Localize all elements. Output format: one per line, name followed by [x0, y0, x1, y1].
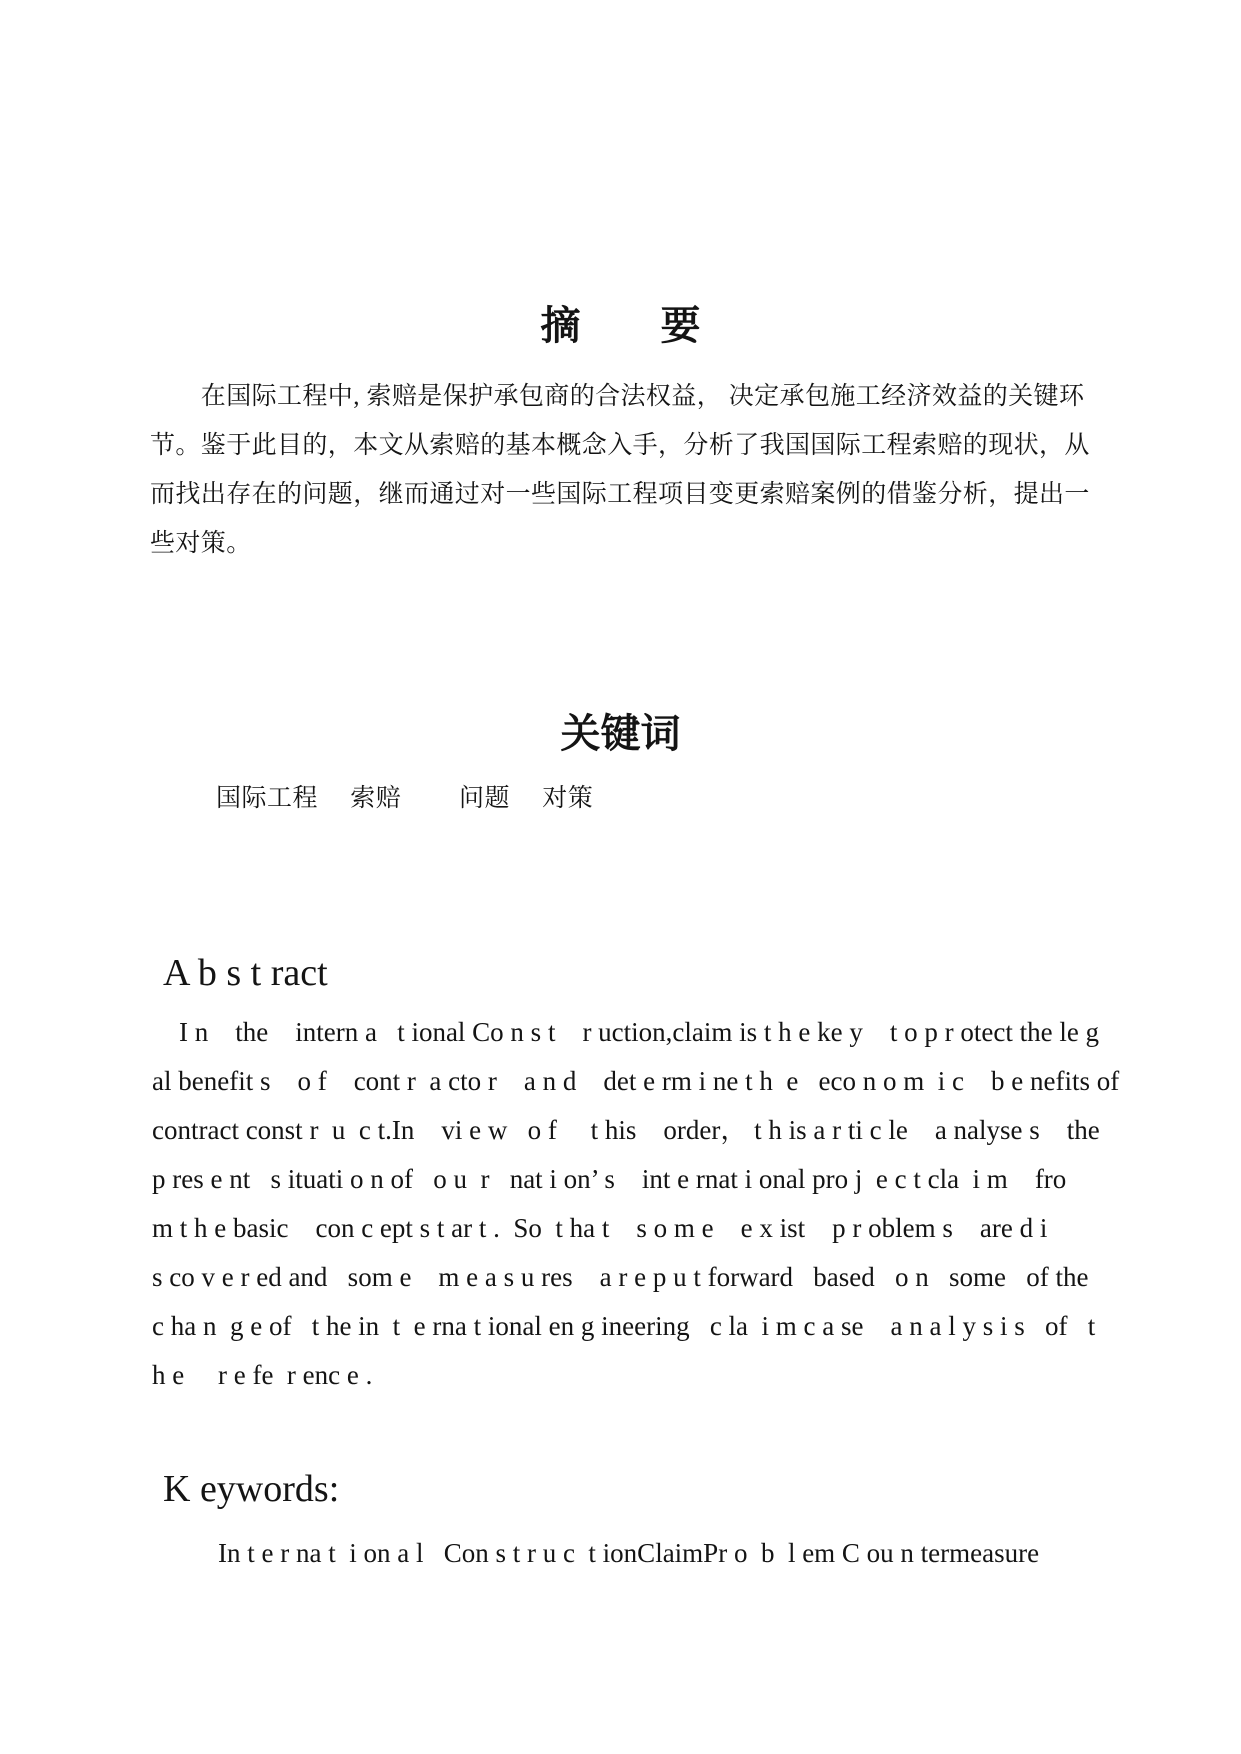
abstract-en-paragraph [152, 1008, 1120, 1400]
abstract-cn-line: 在国际工程中, 索赔是保护承包商的合法权益， 决定承包施工经济效益的关键环 [150, 383, 1085, 410]
abstract-en-line: p res e nt s ituati o n of o u r nat i on’ s int e rnat i onal pro j e c t cla i m fro [152, 1164, 1067, 1194]
abstract-cn-line: 而找出存在的问题，继而通过对一些国际工程项目变更索赔案例的借鉴分析，提出一 [150, 481, 1090, 508]
abstract-cn-paragraph [150, 372, 1110, 568]
keywords-en-line: In t e r na t i on a l Con s t r u c t ionClaimPr o b l em C ou n termeasure [218, 1538, 1040, 1568]
keywords-cn-line: 国际工程 索赔 问题 对策 [216, 785, 594, 812]
abstract-en-title: A b s t ract [163, 952, 328, 994]
abstract-en-line: s co v e r ed and som e m e a s u res a r e p u t forward based o n some of the [152, 1262, 1089, 1292]
abstract-cn-line: 些对策。 [150, 530, 252, 557]
abstract-en-line: c ha n g e of t he in t e rna t ional en g ineering c la i m c a se a n a l y s i s of t [152, 1311, 1096, 1341]
abstract-en-line: al benefit s o f cont r a cto r a n d det e rm i ne t h e eco n o m i c b e nefits of [152, 1066, 1120, 1096]
abstract-cn-title: 摘 要 [540, 304, 701, 348]
abstract-en-line: m t h e basic con c ept s t ar t . So t ha t s o m e e x ist p r oblem s are d i [152, 1213, 1048, 1243]
abstract-en-line: h e r e fe r enc e . [152, 1360, 373, 1390]
abstract-cn-line: 节。鉴于此目的，本文从索赔的基本概念入手，分析了我国国际工程索赔的现状，从 [150, 432, 1090, 459]
keywords-cn-title: 关键词 [560, 712, 681, 756]
abstract-en-line: contract const r u c t.In vi e w o f t his order， t h is a r ti c le a nalyse s the [152, 1115, 1100, 1145]
keywords-en-title: K eywords: [163, 1468, 340, 1510]
abstract-en-line: I n the intern a t ional Co n s t r uction,claim is t h e ke y t o p r otect the le g [152, 1017, 1100, 1047]
